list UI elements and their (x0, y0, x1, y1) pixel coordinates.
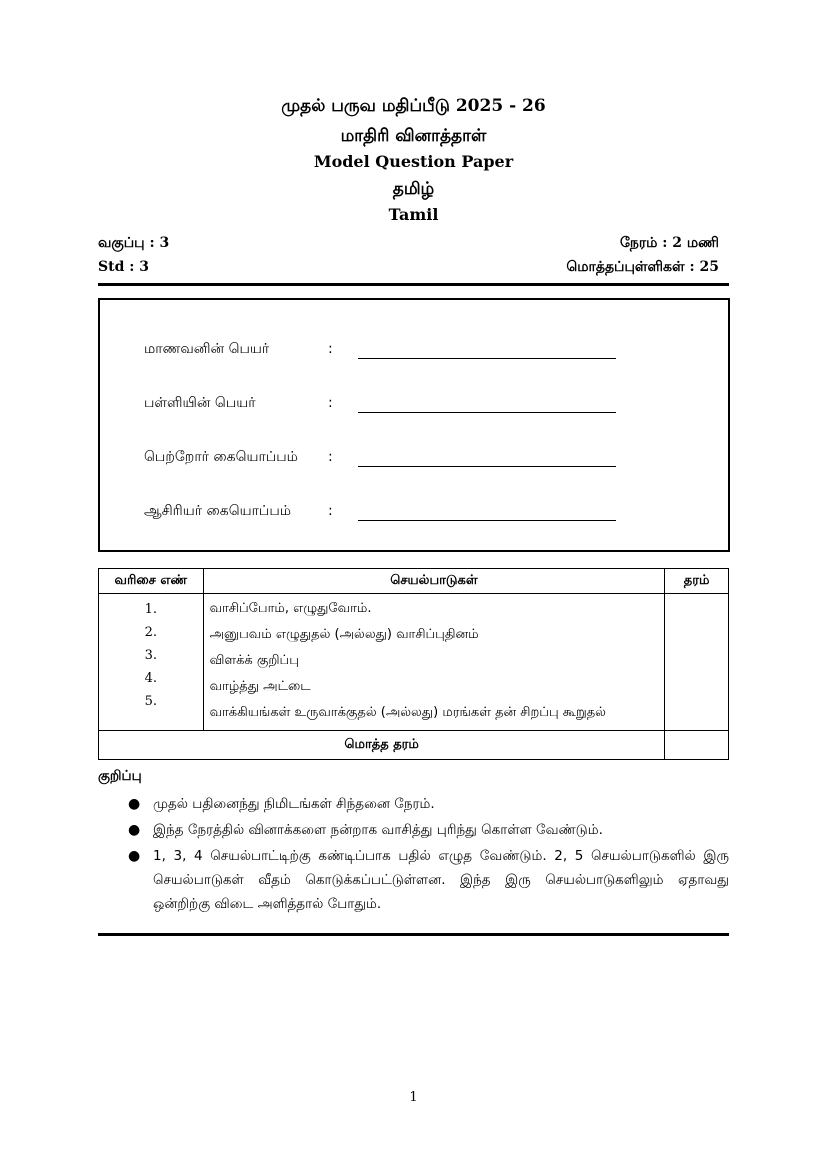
student-name-line[interactable] (358, 358, 616, 359)
notes-list (98, 792, 729, 916)
field-label: பெற்றோர் கையொப்பம் (144, 449, 298, 465)
subject-english: Tamil (388, 205, 439, 224)
activities-table (98, 568, 729, 760)
page-number: 1 (409, 1090, 418, 1105)
list-item (98, 792, 729, 816)
school-name-line[interactable] (358, 412, 616, 413)
serial-number: 2. (144, 625, 157, 640)
bullet-icon: ● (128, 796, 141, 812)
parent-signature-line[interactable] (358, 466, 616, 467)
note-text: முதல் பதினைந்து நிமிடங்கள் சிந்தனை நேரம். (153, 796, 435, 812)
teacher-signature-line[interactable] (358, 520, 616, 521)
note-text: 1, 3, 4 செயல்பாட்டிற்கு கண்டிப்பாக பதில் எழுத வேண்டும். 2, 5 செயல்பாடுகளில் இரு செயல்பாடுகள் வீதம் கொடுக்கப்பட்டுள்ளன. இந்த இரு செயல்பாடுகளிலும் ஏதாவது ஒன்றிற்கு விடை அளித்தால் போதும். (153, 848, 729, 912)
activity-item: அனுபவம் எழுதுதல் (அல்லது) வாசிப்புதினம் (209, 627, 479, 642)
list-item (98, 844, 729, 916)
time-label: நேரம் : 2 மணி (619, 235, 719, 251)
activity-item: விளக்க் குறிப்பு (209, 653, 299, 668)
field-label: மாணவனின் பெயர் (144, 341, 270, 357)
total-score-cell[interactable] (665, 731, 729, 760)
activities-header: செயல்பாடுகள் (203, 569, 665, 594)
activities-cell (203, 594, 665, 731)
total-marks-label: மொத்தப்புள்ளிகள் : 25 (566, 259, 719, 275)
notes-section (98, 768, 729, 918)
activity-item: வாசிப்போம், எழுதுவோம். (209, 601, 372, 616)
score-header: தரம் (665, 569, 729, 594)
paper-title-tamil: மாதிரி வினாத்தாள் (340, 126, 487, 146)
table-row (99, 594, 729, 731)
serial-number: 3. (144, 648, 157, 663)
note-text: இந்த நேரத்தில் வினாக்களை நன்றாக வாசித்து புரிந்து கொள்ள வேண்டும். (153, 822, 603, 838)
score-cell[interactable] (665, 594, 729, 731)
total-row (99, 731, 729, 760)
field-separator: : (328, 503, 333, 519)
field-label: பள்ளியின் பெயர் (144, 395, 256, 411)
field-label: ஆசிரியர் கையொப்பம் (144, 503, 292, 519)
field-separator: : (328, 341, 333, 357)
class-label: வகுப்பு : 3 (98, 235, 170, 251)
serial-header: வரிசை எண் (99, 569, 204, 594)
total-label: மொத்த தரம் (99, 731, 665, 760)
activity-item: வாக்கியங்கள் உருவாக்குதல் (அல்லது) மரங்கள் தன் சிறப்பு கூறுதல் (209, 705, 606, 720)
footer-divider (98, 933, 729, 936)
bullet-icon: ● (128, 822, 141, 838)
field-separator: : (328, 395, 333, 411)
list-item (98, 818, 729, 842)
activity-item: வாழ்த்து அட்டை (209, 679, 311, 694)
std-label: Std : 3 (98, 259, 150, 275)
exam-title-tamil: முதல் பருவ மதிப்பீடு 2025 - 26 (281, 96, 546, 116)
paper-title-english: Model Question Paper (313, 152, 514, 171)
subject-tamil: தமிழ் (392, 179, 435, 199)
serial-number: 5. (144, 694, 157, 709)
bullet-icon: ● (128, 848, 141, 864)
serial-number: 4. (144, 671, 157, 686)
field-separator: : (328, 449, 333, 465)
header-divider (98, 283, 729, 286)
notes-heading: குறிப்பு (98, 768, 142, 784)
serial-cell (99, 594, 204, 731)
serial-number: 1. (144, 602, 157, 617)
table-header-row (99, 569, 729, 594)
student-info-box (98, 298, 730, 552)
